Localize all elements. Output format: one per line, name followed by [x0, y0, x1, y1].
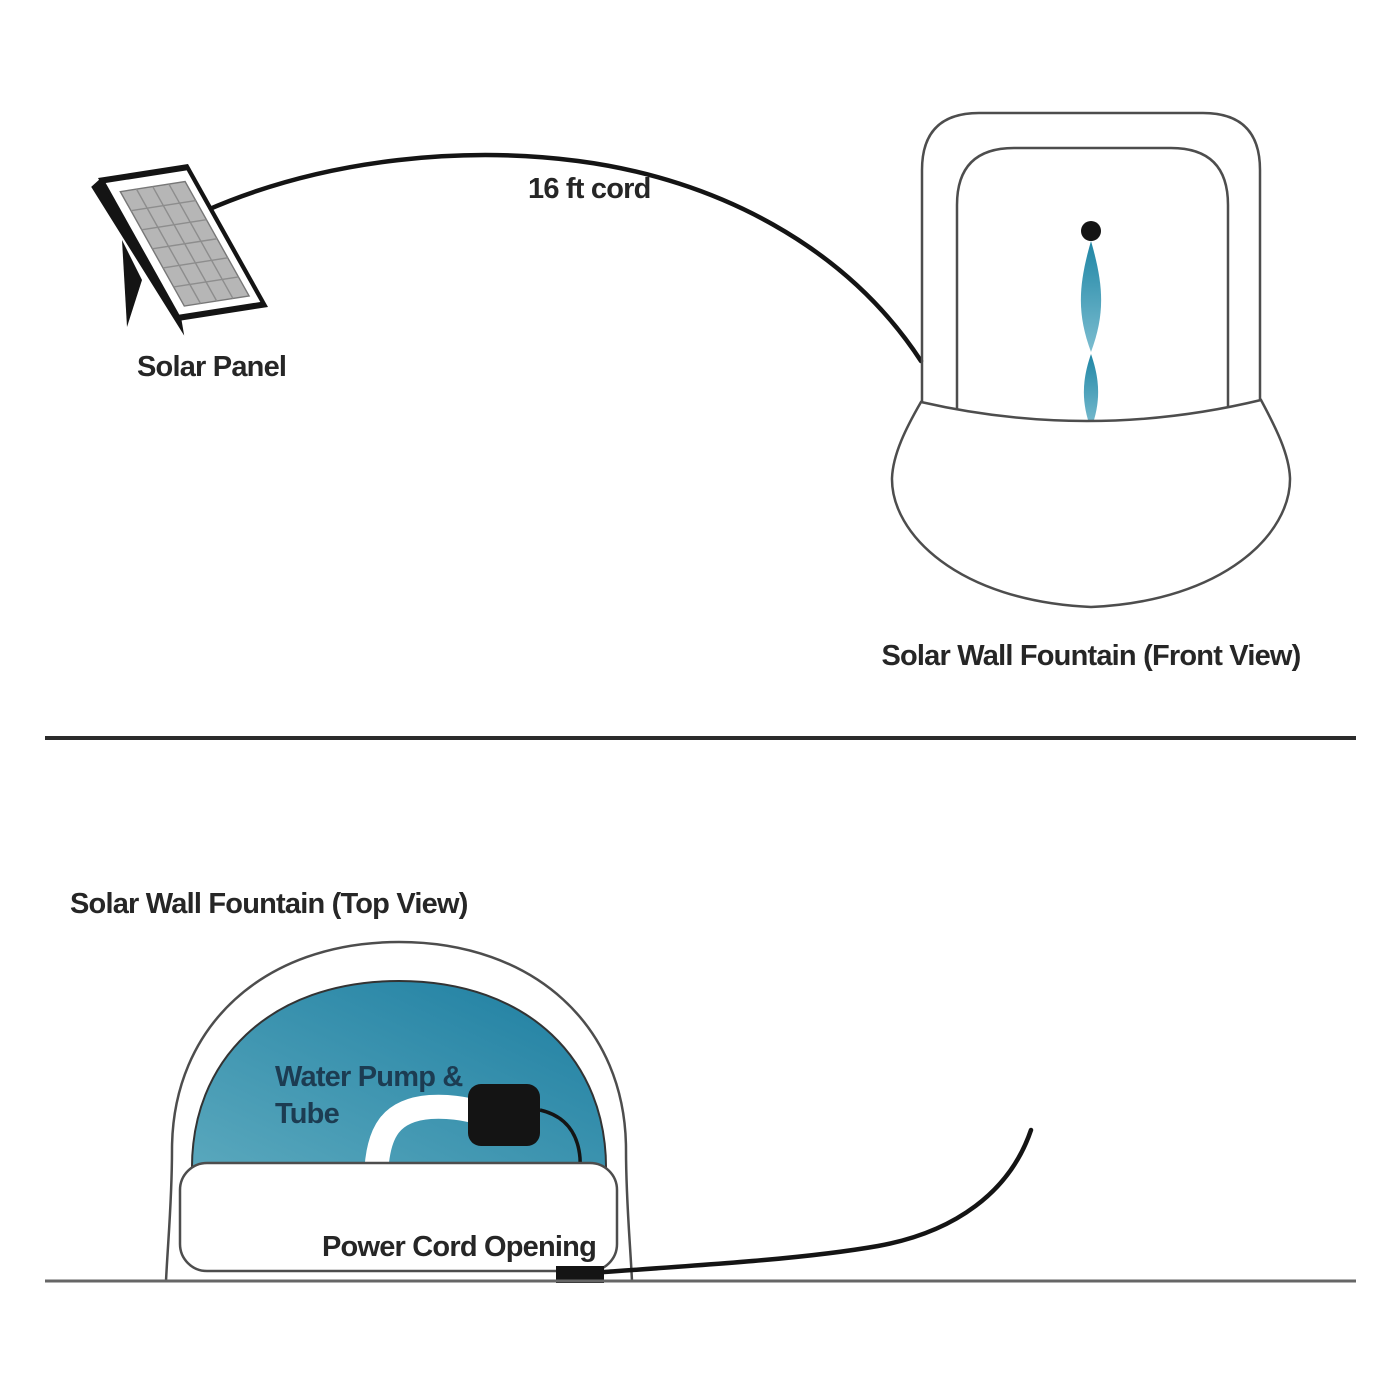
top-view-title: Solar Wall Fountain (Top View) [70, 888, 468, 920]
solar-panel-label: Solar Panel [137, 351, 287, 383]
water-pump-label-line1: Water Pump & [275, 1061, 463, 1093]
fountain-basin [892, 400, 1290, 607]
power-cord-opening-label: Power Cord Opening [321, 1231, 597, 1263]
solar-panel [87, 164, 276, 337]
water-pump-label-line2: Tube [275, 1098, 339, 1130]
fountain-front-label: Solar Wall Fountain (Front View) [881, 640, 1301, 672]
cord-length-label: 16 ft cord [528, 173, 651, 205]
water-stream [1081, 241, 1101, 429]
water-pump [468, 1084, 540, 1146]
fountain-front-view [892, 113, 1290, 607]
power-cord-bottom [604, 1130, 1031, 1272]
fountain-spout [1081, 221, 1101, 241]
